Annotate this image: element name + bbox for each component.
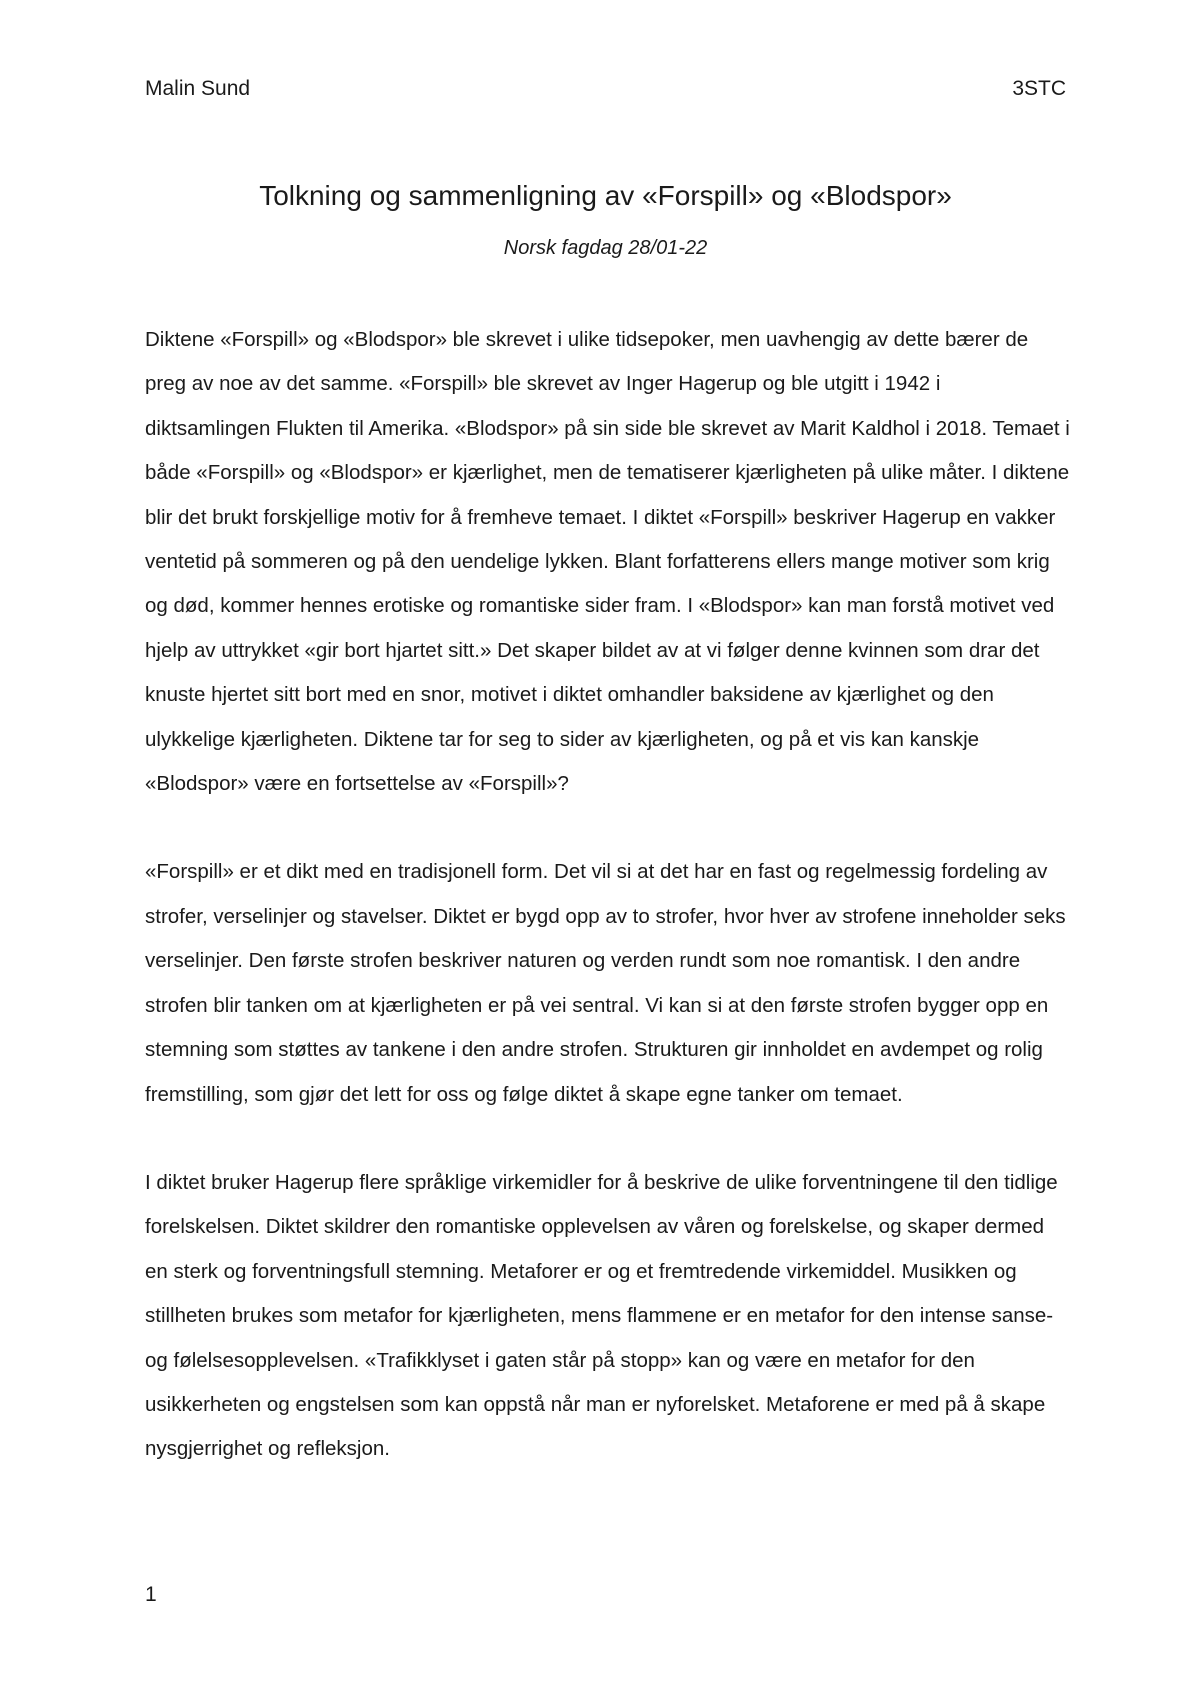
paragraph-1: Diktene «Forspill» og «Blodspor» ble skrevet i ulike tidsepoker, men uavhengig av dette bærer de preg av noe av det samme. «Forspill» ble skrevet av Inger Hagerup og ble utgitt i 1942 i diktsamlingen Flukten til Amerika. «Blodspor» på sin side ble skrevet av Marit Kaldhol i 2018. Temaet i både «Forspill» og «Blodspor» er kjærlighet, men de tematiserer kjærligheten på ulike måter. I diktene blir det brukt forskjellige motiv for å fremheve temaet. I diktet «Forspill» beskriver Hagerup en vakker ventetid på sommeren og på den uendelige lykken. Blant forfatterens ellers mange motiver som krig og død, kommer hennes erotiske og romantiske sider fram. I «Blodspor» kan man forstå motivet ved hjelp av uttrykket «gir bort hjartet sitt.» Det skaper bildet av at vi følger denne kvinnen som drar det knuste hjertet sitt bort med en snor, motivet i diktet omhandler baksidene av kjærlighet og den ulykkelige kjærligheten. Diktene tar for seg to sider av kjærligheten, og på et vis kan kanskje «Blodspor» være en fortsettelse av «Forspill»?	[145, 328, 1070, 796]
paragraph-2: «Forspill» er et dikt med en tradisjonell form. Det vil si at det har en fast og regelmessig fordeling av strofer, verselinjer og stavelser. Diktet er bygd opp av to strofer, hvor hver av strofene inneholder seks verselinjer. Den første strofen beskriver naturen og verden rundt som noe romantisk. I den andre strofen blir tanken om at kjærligheten er på vei sentral. Vi kan si at den første strofen bygger opp en stemning som støttes av tankene i den andre strofen. Strukturen gir innholdet en avdempet og rolig fremstilling, som gjør det lett for oss og følge diktet å skape egne tanker om temaet.	[145, 860, 1066, 1106]
author-name: Malin Sund	[145, 77, 251, 100]
paragraph-3: I diktet bruker Hagerup flere språklige virkemidler for å beskrive de ulike forventningene til den tidlige forelskelsen. Diktet skildrer den romantiske opplevelsen av våren og forelskelse, og skaper dermed en sterk og forventningsfull stemning. Metaforer er og et fremtredende virkemiddel. Musikken og stillheten brukes som metafor for kjærligheten, mens flammene er en metafor for den intense sanse- og følelsesopplevelsen. «Trafikklyset i gaten står på stopp» kan og være en metafor for den usikkerheten og engstelsen som kan oppstå når man er nyforelsket. Metaforene er med på å skape nysgjerrighet og refleksjon.	[145, 1170, 1058, 1461]
document-title: Tolkning og sammenligning av «Forspill» og «Blodspor»	[259, 180, 952, 211]
page-number: 1	[145, 1583, 157, 1606]
class-code: 3STC	[1012, 77, 1066, 100]
page-header	[145, 74, 1066, 104]
document-body	[145, 318, 1070, 1516]
document-subtitle: Norsk fagdag 28/01-22	[503, 237, 708, 259]
